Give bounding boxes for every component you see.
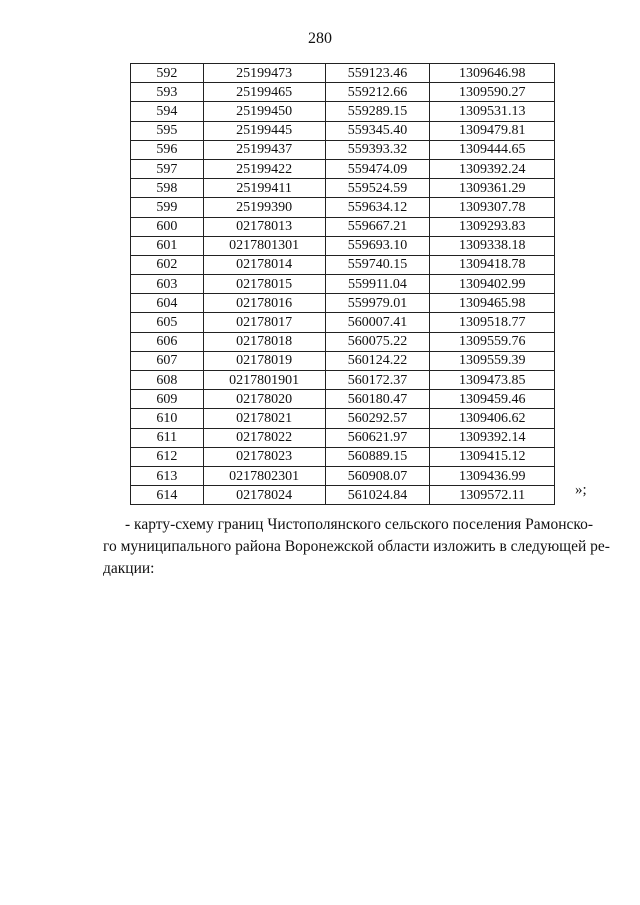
y-coordinate-cell: 1309406.62	[430, 409, 555, 428]
point-code-cell: 02178017	[203, 313, 325, 332]
table-row	[131, 255, 555, 274]
y-coordinate-cell: 1309531.13	[430, 102, 555, 121]
point-code-cell: 02178021	[203, 409, 325, 428]
y-coordinate-cell: 1309338.18	[430, 236, 555, 255]
point-number-cell: 595	[131, 121, 204, 140]
point-code-cell: 25199465	[203, 83, 325, 102]
x-coordinate-cell: 559212.66	[325, 83, 430, 102]
point-number-cell: 594	[131, 102, 204, 121]
table-row	[131, 351, 555, 370]
y-coordinate-cell: 1309307.78	[430, 198, 555, 217]
x-coordinate-cell: 559667.21	[325, 217, 430, 236]
table-row	[131, 140, 555, 159]
point-number-cell: 600	[131, 217, 204, 236]
point-code-cell: 02178016	[203, 294, 325, 313]
paragraph-line: дакции:	[103, 560, 155, 577]
x-coordinate-cell: 559345.40	[325, 121, 430, 140]
point-number-cell: 599	[131, 198, 204, 217]
x-coordinate-cell: 559393.32	[325, 140, 430, 159]
x-coordinate-cell: 559524.59	[325, 179, 430, 198]
coordinates-table-body	[131, 64, 555, 505]
point-code-cell: 25199437	[203, 140, 325, 159]
x-coordinate-cell: 560075.22	[325, 332, 430, 351]
point-number-cell: 610	[131, 409, 204, 428]
y-coordinate-cell: 1309444.65	[430, 140, 555, 159]
table-row	[131, 198, 555, 217]
point-number-cell: 598	[131, 179, 204, 198]
y-coordinate-cell: 1309559.39	[430, 351, 555, 370]
y-coordinate-cell: 1309473.85	[430, 371, 555, 390]
point-number-cell: 606	[131, 332, 204, 351]
table-row	[131, 64, 555, 83]
x-coordinate-cell: 560172.37	[325, 371, 430, 390]
point-number-cell: 605	[131, 313, 204, 332]
table-row	[131, 217, 555, 236]
point-code-cell: 02178022	[203, 428, 325, 447]
point-number-cell: 593	[131, 83, 204, 102]
page-number: 280	[308, 30, 332, 47]
point-code-cell: 02178020	[203, 390, 325, 409]
point-number-cell: 613	[131, 466, 204, 485]
x-coordinate-cell: 561024.84	[325, 486, 430, 505]
point-code-cell: 25199390	[203, 198, 325, 217]
x-coordinate-cell: 560124.22	[325, 351, 430, 370]
y-coordinate-cell: 1309646.98	[430, 64, 555, 83]
point-code-cell: 25199445	[203, 121, 325, 140]
x-coordinate-cell: 559693.10	[325, 236, 430, 255]
point-code-cell: 25199450	[203, 102, 325, 121]
y-coordinate-cell: 1309590.27	[430, 83, 555, 102]
table-row	[131, 466, 555, 485]
x-coordinate-cell: 560007.41	[325, 313, 430, 332]
table-row	[131, 236, 555, 255]
point-code-cell: 0217801901	[203, 371, 325, 390]
y-coordinate-cell: 1309479.81	[430, 121, 555, 140]
point-number-cell: 592	[131, 64, 204, 83]
table-row	[131, 294, 555, 313]
y-coordinate-cell: 1309392.24	[430, 159, 555, 178]
y-coordinate-cell: 1309415.12	[430, 447, 555, 466]
point-number-cell: 607	[131, 351, 204, 370]
x-coordinate-cell: 559740.15	[325, 255, 430, 274]
point-code-cell: 25199473	[203, 64, 325, 83]
x-coordinate-cell: 559634.12	[325, 198, 430, 217]
point-code-cell: 02178018	[203, 332, 325, 351]
x-coordinate-cell: 559979.01	[325, 294, 430, 313]
x-coordinate-cell: 560889.15	[325, 447, 430, 466]
table-row	[131, 332, 555, 351]
paragraph-line: го муниципального района Воронежской области изложить в следующей ре-	[103, 538, 610, 555]
point-code-cell: 02178015	[203, 275, 325, 294]
y-coordinate-cell: 1309459.46	[430, 390, 555, 409]
x-coordinate-cell: 559123.46	[325, 64, 430, 83]
x-coordinate-cell: 560292.57	[325, 409, 430, 428]
point-code-cell: 02178013	[203, 217, 325, 236]
x-coordinate-cell: 559474.09	[325, 159, 430, 178]
point-number-cell: 596	[131, 140, 204, 159]
y-coordinate-cell: 1309436.99	[430, 466, 555, 485]
point-number-cell: 601	[131, 236, 204, 255]
y-coordinate-cell: 1309518.77	[430, 313, 555, 332]
point-number-cell: 603	[131, 275, 204, 294]
x-coordinate-cell: 559289.15	[325, 102, 430, 121]
table-row	[131, 83, 555, 102]
point-code-cell: 02178019	[203, 351, 325, 370]
table-row	[131, 486, 555, 505]
point-code-cell: 02178023	[203, 447, 325, 466]
table-row	[131, 313, 555, 332]
x-coordinate-cell: 559911.04	[325, 275, 430, 294]
point-code-cell: 02178014	[203, 255, 325, 274]
table-row	[131, 275, 555, 294]
point-code-cell: 02178024	[203, 486, 325, 505]
body-paragraph	[103, 514, 610, 580]
table-row	[131, 409, 555, 428]
point-number-cell: 604	[131, 294, 204, 313]
table-row	[131, 428, 555, 447]
table-row	[131, 390, 555, 409]
y-coordinate-cell: 1309361.29	[430, 179, 555, 198]
point-code-cell: 25199422	[203, 159, 325, 178]
y-coordinate-cell: 1309559.76	[430, 332, 555, 351]
y-coordinate-cell: 1309293.83	[430, 217, 555, 236]
table-row	[131, 159, 555, 178]
table-row	[131, 371, 555, 390]
table-row	[131, 121, 555, 140]
point-number-cell: 612	[131, 447, 204, 466]
point-code-cell: 25199411	[203, 179, 325, 198]
table-row	[131, 447, 555, 466]
coordinates-table	[130, 63, 555, 505]
x-coordinate-cell: 560908.07	[325, 466, 430, 485]
point-number-cell: 609	[131, 390, 204, 409]
closing-quote: »;	[575, 482, 587, 498]
y-coordinate-cell: 1309402.99	[430, 275, 555, 294]
point-number-cell: 614	[131, 486, 204, 505]
x-coordinate-cell: 560621.97	[325, 428, 430, 447]
y-coordinate-cell: 1309465.98	[430, 294, 555, 313]
paragraph-line: - карту-схему границ Чистополянского сельского поселения Рамонско-	[125, 516, 594, 533]
point-code-cell: 0217802301	[203, 466, 325, 485]
point-number-cell: 611	[131, 428, 204, 447]
table-row	[131, 179, 555, 198]
y-coordinate-cell: 1309418.78	[430, 255, 555, 274]
x-coordinate-cell: 560180.47	[325, 390, 430, 409]
point-number-cell: 608	[131, 371, 204, 390]
y-coordinate-cell: 1309572.11	[430, 486, 555, 505]
y-coordinate-cell: 1309392.14	[430, 428, 555, 447]
point-code-cell: 0217801301	[203, 236, 325, 255]
point-number-cell: 602	[131, 255, 204, 274]
table-row	[131, 102, 555, 121]
point-number-cell: 597	[131, 159, 204, 178]
